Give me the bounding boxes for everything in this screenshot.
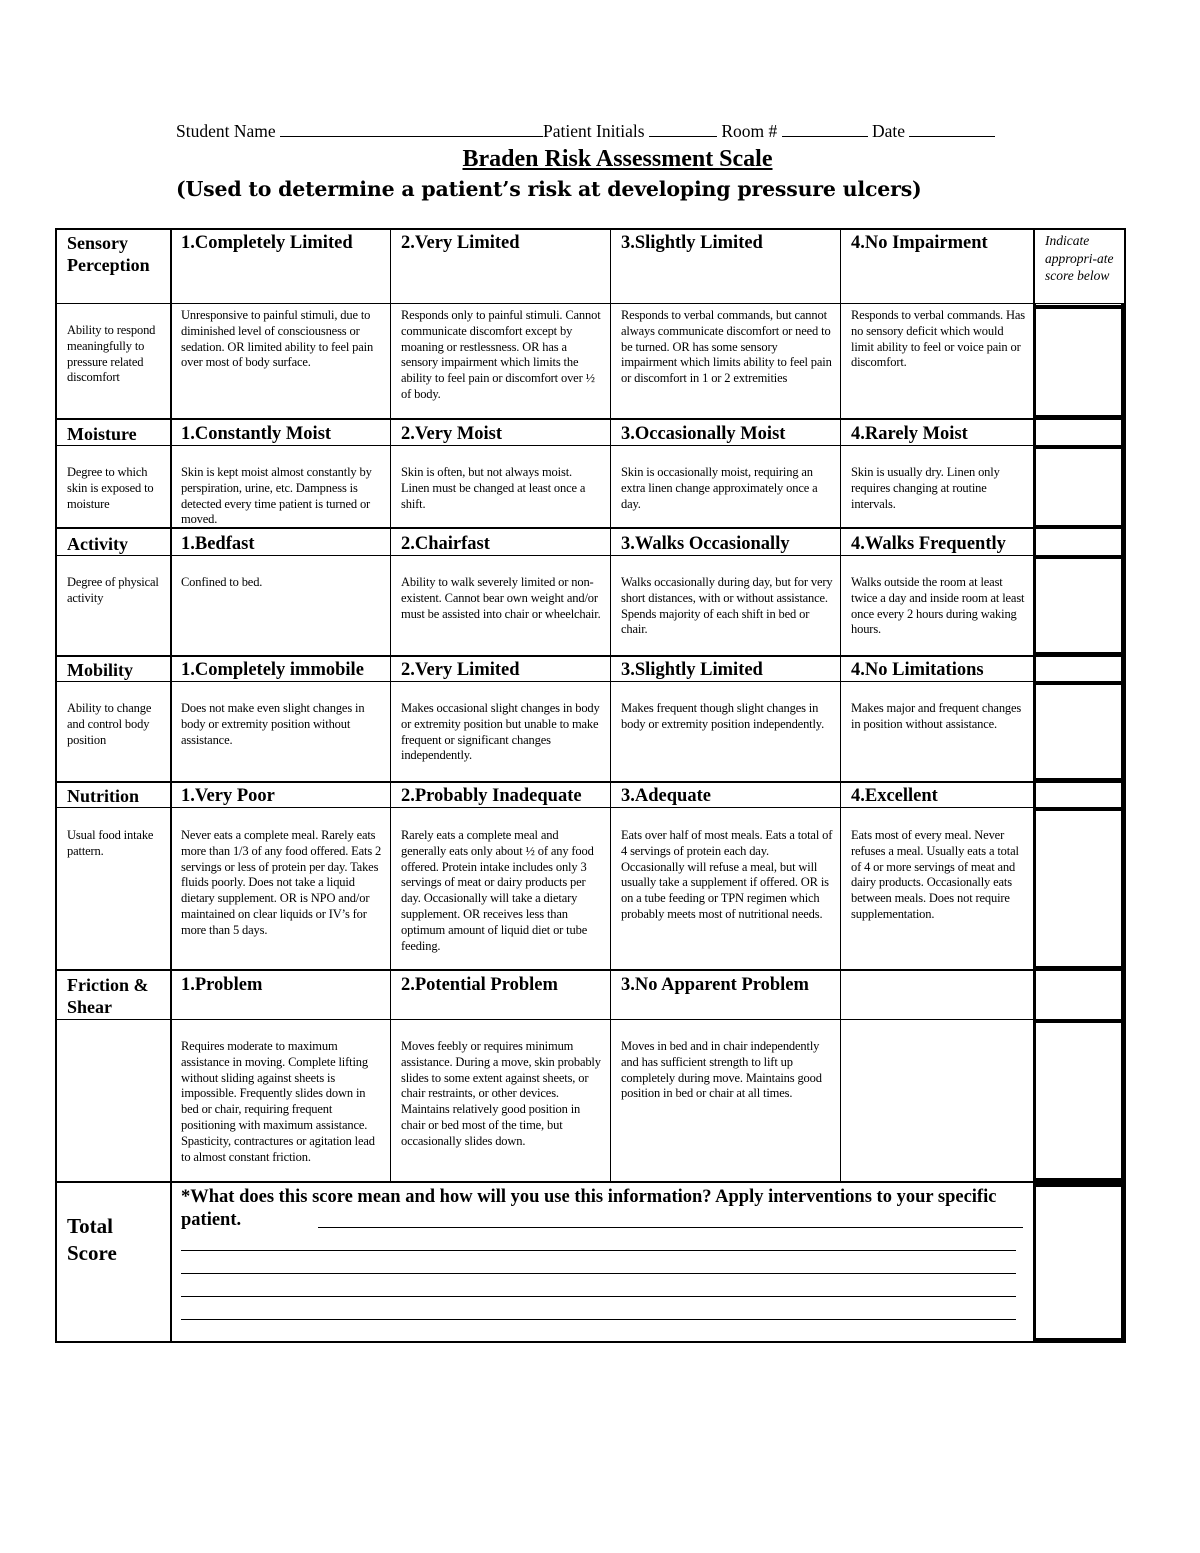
level-label: 2.Very Moist (401, 424, 503, 444)
answer-line[interactable] (318, 1227, 1023, 1228)
level-description: Walks occasionally during day, but for very short distances, with or without assistance. Spends majority of each shift in bed or chair. (621, 575, 833, 637)
level-description: Unresponsive to painful stimuli, due to diminished level of consciousness or sedation. OR limited ability to feel pain over most of body surface. (181, 308, 374, 370)
score-box-mobility[interactable] (1037, 686, 1121, 776)
level-description: Skin is occasionally moist, requiring an extra linen change approximately once a day. (621, 465, 818, 511)
level-description: Rarely eats a complete meal and generally eats only about ½ of any food offered. Protein intake includes only 3 servings of meat or dairy products per day. Occasionally will take a dietary supplement. OR receives less than optimum amount of liquid diet or tube feeding. (401, 828, 594, 953)
level-label: 4.Walks Frequently (851, 534, 1006, 554)
score-box-friction-shear[interactable] (1037, 1024, 1121, 1176)
answer-line[interactable] (181, 1296, 1016, 1297)
level-description: Never eats a complete meal. Rarely eats more than 1/3 of any food offered. Eats 2 servings or less of protein per day. Takes fluids poorly. Does not take a liquid dietary supplement. OR is NPO and/or maintained on clear liquids or IV’s for more than 5 days. (181, 828, 382, 937)
level-label: 3.Adequate (621, 786, 711, 806)
level-description: Skin is often, but not always moist. Linen must be changed at least once a shift. (401, 465, 586, 511)
date-field[interactable] (909, 122, 995, 137)
student-info-line (176, 121, 1056, 142)
level-label: 3.Slightly Limited (621, 660, 763, 680)
answer-line[interactable] (181, 1273, 1016, 1274)
answer-line[interactable] (181, 1250, 1016, 1251)
level-description: Eats most of every meal. Never refuses a meal. Usually eats a total of 4 or more servings of meat and dairy products. Occasionally eats between meals. Does not require supplementation. (851, 828, 1019, 921)
score-box-sensory-perception[interactable] (1037, 310, 1121, 414)
level-description: Confined to bed. (181, 575, 263, 589)
patient-initials-field[interactable] (649, 122, 717, 137)
description-sensory-perception: Ability to respond meaningfully to pressure related discomfort (67, 323, 156, 385)
level-label: 1.Completely Limited (181, 233, 353, 253)
level-description: Eats over half of most meals. Eats a total of 4 servings of protein each day. Occasionally will refuse a meal, but will usually take a supplement if offered. OR is on a tube feeding or TPN regimen which probably meets most of nutritional needs. (621, 828, 833, 921)
patient-initials-label: Patient Initials (543, 121, 645, 141)
category-nutrition: Nutrition (67, 786, 139, 806)
level-description: Responds to verbal commands. Has no sensory deficit which would limit ability to feel or voice pain or discomfort. (851, 308, 1025, 370)
level-description: Does not make even slight changes in body or extremity position without assistance. (181, 701, 365, 747)
description-nutrition: Usual food intake pattern. (67, 828, 154, 858)
score-box-activity[interactable] (1037, 560, 1121, 650)
level-label: 3.Occasionally Moist (621, 424, 786, 444)
level-label: 4.Rarely Moist (851, 424, 968, 444)
interpretation-question: *What does this score mean and how will you use this information? Apply interventions to your specific patient. (181, 1187, 997, 1230)
description-activity: Degree of physical activity (67, 575, 159, 605)
date-label: Date (872, 121, 906, 141)
level-description: Moves in bed and in chair independently and has sufficient strength to lift up completely during move. Maintains good position in bed or chair at all times. (621, 1039, 822, 1101)
level-label: 4.No Impairment (851, 233, 988, 253)
level-label: 3.Slightly Limited (621, 233, 763, 253)
answer-line[interactable] (181, 1319, 1016, 1320)
room-label: Room # (721, 121, 778, 141)
indicate-score-note: Indicate appropri-ate score below (1045, 233, 1114, 283)
level-label: 4.Excellent (851, 786, 938, 806)
level-label: 4.No Limitations (851, 660, 984, 680)
level-description: Walks outside the room at least twice a day and inside room at least once every 2 hours during waking hours. (851, 575, 1025, 637)
level-description: Skin is usually dry. Linen only requires changing at routine intervals. (851, 465, 1000, 511)
page-title: Braden Risk Assessment Scale (462, 146, 773, 172)
level-label: 1.Very Poor (181, 786, 275, 806)
level-description: Makes major and frequent changes in position without assistance. (851, 701, 1022, 731)
total-score-label: Total Score (67, 1214, 117, 1265)
level-label: 2.Chairfast (401, 534, 490, 554)
category-mobility: Mobility (67, 660, 133, 680)
score-box-nutrition[interactable] (1037, 812, 1121, 964)
level-label: 1.Bedfast (181, 534, 255, 554)
level-label: 3.No Apparent Problem (621, 975, 809, 995)
room-field[interactable] (782, 122, 868, 137)
level-label: 2.Potential Problem (401, 975, 558, 995)
level-label: 3.Walks Occasionally (621, 534, 790, 554)
level-description: Skin is kept moist almost constantly by perspiration, urine, etc. Dampness is detected every time patient is turned or moved. (181, 465, 372, 527)
level-label: 2.Very Limited (401, 660, 520, 680)
level-label: 1.Problem (181, 975, 263, 995)
description-moisture: Degree to which skin is exposed to moisture (67, 465, 154, 511)
category-friction-shear: Friction & Shear (67, 975, 149, 1017)
level-label: 2.Very Limited (401, 233, 520, 253)
score-box-total[interactable] (1037, 1188, 1121, 1336)
level-description: Responds only to painful stimuli. Cannot communicate discomfort except by moaning or restlessness. OR has a sensory impairment which limits the ability to feel pain or discomfort over ½ of body. (401, 308, 601, 401)
description-mobility: Ability to change and control body position (67, 701, 152, 747)
student-name-label: Student Name (176, 121, 276, 141)
level-description: Responds to verbal commands, but cannot always communicate discomfort or need to be turned. OR has some sensory impairment which limits ability to feel pain or discomfort in 1 or 2 extremities (621, 308, 832, 386)
level-description: Makes frequent though slight changes in body or extremity position independently. (621, 701, 825, 731)
level-label: 2.Probably Inadequate (401, 786, 582, 806)
level-description: Makes occasional slight changes in body or extremity position but unable to make frequent or significant changes independently. (401, 701, 600, 763)
student-name-field[interactable] (280, 122, 543, 137)
score-box-moisture[interactable] (1037, 450, 1121, 524)
level-description: Moves feebly or requires minimum assistance. During a move, skin probably slides to some extent against sheets, or chair restraints, or other devices. Maintains relatively good position in chair or bed most of the time, but occasionally slides down. (401, 1039, 601, 1148)
level-description: Ability to walk severely limited or non-existent. Cannot bear own weight and/or must be assisted into chair or wheelchair. (401, 575, 601, 621)
category-activity: Activity (67, 534, 128, 554)
category-sensory-perception: Sensory Perception (67, 233, 150, 275)
level-label: 1.Completely immobile (181, 660, 364, 680)
category-moisture: Moisture (67, 424, 137, 444)
level-label: 1.Constantly Moist (181, 424, 332, 444)
level-description: Requires moderate to maximum assistance in moving. Complete lifting without sliding against sheets is impossible. Frequently slides down in bed or chair, requiring frequent positioning with maximum assistance. Spasticity, contractures or agitation lead to almost constant friction. (181, 1039, 375, 1164)
page-subtitle: (Used to determine a patient’s risk at developing pressure ulcers) (176, 177, 922, 201)
